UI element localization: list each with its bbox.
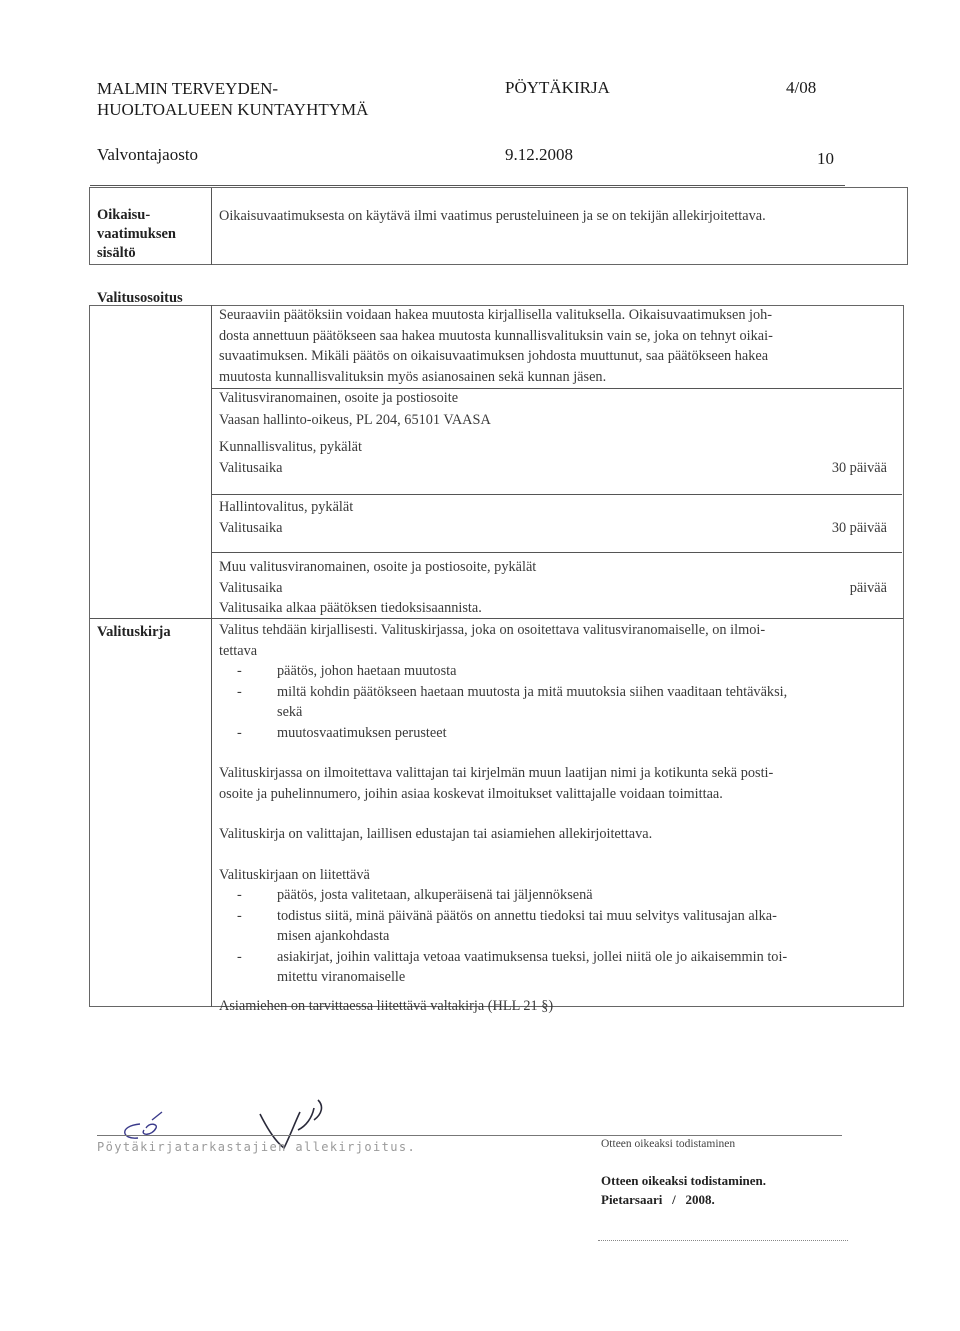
signature-caption: Pöytäkirjatarkastajien allekirjoitus.: [97, 1140, 417, 1154]
list-item: - miltä kohdin päätökseen haetaan muutosta ja mitä muutoksia siihen vaaditaan tehtäväksi, sekä: [219, 682, 899, 723]
document-type: PÖYTÄKIRJA: [505, 78, 610, 97]
section2-divider: [211, 305, 212, 1007]
document-number: 4/08: [786, 78, 817, 97]
org-line-2: HUOLTOALUEEN KUNTAYHTYMÄ: [97, 100, 369, 119]
committee-name: Valvontajaosto: [97, 145, 199, 164]
sender-info-line-2: osoite ja puhelinnumero, joihin asiaa koskevat ilmoitukset valittajalle voidaan toimittaa.: [219, 785, 723, 802]
appeal-period-note: Valitusaika alkaa päätöksen tiedoksisaannista.: [219, 600, 482, 616]
municipal-appeal-time-label: Valitusaika: [219, 459, 283, 476]
authority-address: Vaasan hallinto-oikeus, PL 204, 65101 VAASA: [219, 411, 491, 428]
signature-requirement: Valituskirja on valittajan, laillisen edustajan tai asiamiehen allekirjoitettava.: [219, 826, 653, 842]
certification-block: [601, 1171, 766, 1209]
appeal-contents-list: [219, 661, 899, 743]
admin-appeal-time-value: 30 päivää: [831, 519, 887, 536]
section1-divider: [211, 188, 212, 265]
municipal-appeal: [219, 437, 887, 478]
list-item: - muutosvaatimuksen perusteet: [219, 723, 899, 744]
section3-rule: [90, 618, 903, 619]
meeting-date: 9.12.2008: [505, 145, 573, 164]
section2-intro: Seuraaviin päätöksiin voidaan hakea muutosta kirjallisella valituksella. Oikaisuvaatimuksen joh- dosta annettuun päätökseen saa hakea muutosta kunnallisvalituksin vain se, joka on tehnyt oikai- suvaatimuksen. Mikäli päätös on oikaisuvaatimuksen johdosta muuttunut, saa päätökseen hakea muutosta kunnallisvalituksin myös asianosainen sekä kunnan jäsen.: [219, 307, 773, 385]
other-authority-time-label: Valitusaika: [219, 579, 283, 596]
organization-name: [97, 78, 368, 120]
municipal-appeal-time-value: 30 päivää: [831, 459, 887, 476]
attachments-title: Valituskirjaan on liitettävä: [219, 866, 370, 883]
certifier-signature-line: [598, 1240, 848, 1241]
admin-appeal-time-label: Valitusaika: [219, 519, 283, 536]
authority-title: Valitusviranomainen, osoite ja postiosoite: [219, 390, 459, 406]
section1-label: Oikaisu- vaatimuksen sisältö: [97, 207, 176, 261]
attachments-list: [219, 885, 899, 988]
org-line-1: MALMIN TERVEYDEN-: [97, 79, 279, 98]
list-item: - todistus siitä, minä päivänä päätös on annettu tiedoksi tai muu selvitys valitusajan alka- misen ajankohdasta: [219, 906, 899, 947]
list-item: - päätös, johon haetaan muutosta: [219, 661, 899, 682]
list-item: - päätös, josta valitetaan, alkuperäisenä tai jäljennöksenä: [219, 885, 899, 906]
admin-appeal-rule: [212, 494, 902, 495]
other-authority-rule: [212, 552, 902, 553]
power-of-attorney-note: Asiamiehen on tarvittaessa liitettävä valtakirja (HLL 21 §): [219, 997, 554, 1014]
list-item: - asiakirjat, joihin valittaja vetoaa vaatimuksensa tueksi, jollei niitä ole jo aikaisemmin toi- mitettu viranomaiselle: [219, 947, 899, 988]
authority-block: [219, 388, 491, 430]
admin-appeal-title: Hallintovalitus, pykälät: [219, 499, 354, 515]
other-authority-time-value: päivää: [849, 579, 887, 596]
certification-title: Otteen oikeaksi todistaminen.: [601, 1173, 767, 1188]
section1-text: Oikaisuvaatimuksesta on käytävä ilmi vaatimus perusteluineen ja se on tekijän allekirjoitettava.: [219, 208, 766, 224]
header-rule: [90, 185, 845, 186]
page-number: 10: [817, 149, 834, 168]
other-authority-title: Muu valitusviranomainen, osoite ja postiosoite, pykälät: [219, 559, 537, 575]
other-authority: [219, 557, 887, 619]
section2-label: Valitusosoitus: [97, 290, 183, 306]
signature-rule: [97, 1135, 842, 1136]
sender-info-line-1: Valituskirjassa on ilmoitettava valittajan tai kirjelmän muun laatijan nimi ja kotikunta sekä posti-: [219, 765, 774, 781]
administrative-appeal: [219, 497, 887, 538]
place-and-date: Pietarsaari / 2008.: [601, 1192, 715, 1207]
section3-label: Valituskirja: [97, 624, 171, 640]
municipal-appeal-title: Kunnallisvalitus, pykälät: [219, 439, 362, 455]
certification-caption: Otteen oikeaksi todistaminen: [601, 1138, 736, 1150]
section3-body: Valitus tehdään kirjallisesti. Valituskirjassa, joka on osoitettava valitusviranomaiselle, on ilmoi- tettava - päätös, johon haetaan muutosta - miltä kohdin päätökseen haetaan muutosta ja mitä muutoksia siihen vaaditaan tehtäväksi, sekä - muutosvaatimuksen perusteet Valituskirjassa on ilmoitettava valittajan tai kirjelmän muun laatijan nimi ja kotikunta sekä posti- osoite ja puhelinnumero, joihin asiaa koskevat ilmoitukset valittajalle voidaan toimittaa. Valituskirja on valittajan, laillisen edustajan tai asiamiehen allekirjoitettava. Valituskirjaan on liitettävä - päätös, josta valitetaan, alkuperäisenä tai jäljennöksenä - todistus siitä, minä päivänä päätös on annettu tiedoksi tai muu selvitys valitusajan alka- misen ajankohdasta - asiakirjat, joihin valittaja vetoaa vaatimuksensa tueksi, jollei niitä ole jo aikaisemmin toi- mitettu viranomaiselle Asiamiehen on tarvittaessa liitettävä valtakirja (HLL 21 §): [219, 620, 899, 1016]
